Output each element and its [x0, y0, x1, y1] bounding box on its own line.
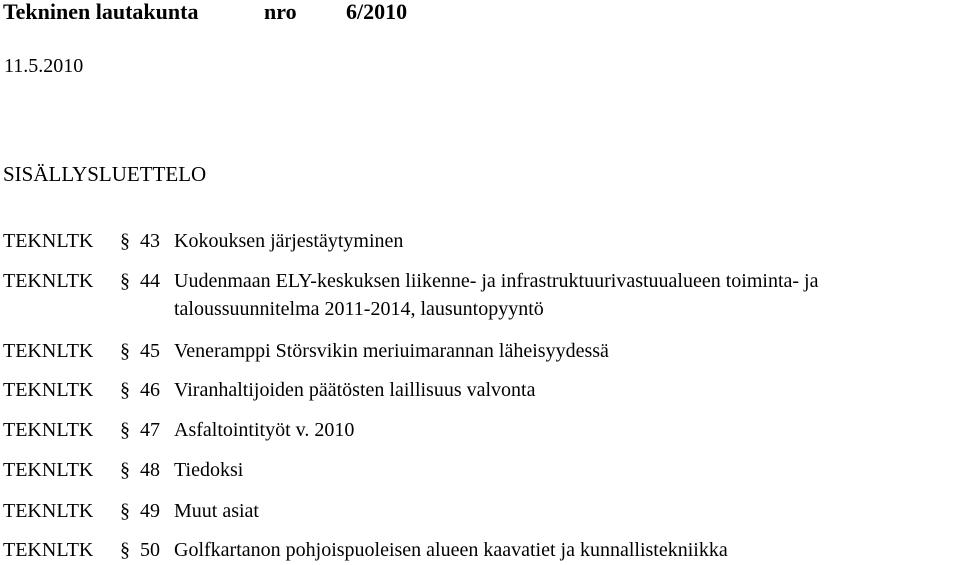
section-sign: § [120, 539, 130, 561]
section-sign: § [120, 270, 130, 292]
nro-label: nro [264, 0, 297, 24]
entry-number: 50 [140, 539, 160, 561]
entry-title: Muut asiat [174, 500, 259, 522]
entry-number: 47 [140, 419, 160, 441]
entry-code: TEKNLTK [3, 340, 94, 362]
organization-name: Tekninen lautakunta [3, 0, 199, 24]
entry-title: Veneramppi Störsvikin meriuimarannan läheisyydessä [174, 340, 609, 362]
entry-title: Tiedoksi [174, 459, 244, 481]
toc-title: SISÄLLYSLUETTELO [3, 162, 207, 186]
entry-title: Asfaltointityöt v. 2010 [174, 419, 355, 441]
section-sign: § [120, 230, 130, 252]
entry-code: TEKNLTK [3, 539, 94, 561]
entry-number: 44 [140, 270, 160, 292]
entry-title: Viranhaltijoiden päätösten laillisuus valvonta [174, 379, 536, 401]
entry-number: 43 [140, 230, 160, 252]
entry-number: 46 [140, 379, 160, 401]
entry-code: TEKNLTK [3, 230, 94, 252]
meeting-number: 6/2010 [346, 0, 408, 24]
entry-code: TEKNLTK [3, 379, 94, 401]
section-sign: § [120, 379, 130, 401]
entry-title: Golfkartanon pohjoispuoleisen alueen kaavatiet ja kunnallistekniikka [174, 539, 728, 561]
entry-title-continuation: taloussuunnitelma 2011-2014, lausuntopyyntö [174, 298, 544, 320]
entry-number: 45 [140, 340, 160, 362]
entry-code: TEKNLTK [3, 459, 94, 481]
entry-code: TEKNLTK [3, 500, 94, 522]
entry-title: Kokouksen järjestäytyminen [174, 230, 404, 252]
section-sign: § [120, 459, 130, 481]
entry-number: 48 [140, 459, 160, 481]
entry-title: Uudenmaan ELY-keskuksen liikenne- ja infrastruktuurivastuualueen toiminta- ja [174, 270, 819, 292]
section-sign: § [120, 500, 130, 522]
meeting-date: 11.5.2010 [4, 55, 84, 77]
entry-code: TEKNLTK [3, 419, 94, 441]
section-sign: § [120, 340, 130, 362]
entry-code: TEKNLTK [3, 270, 94, 292]
entry-number: 49 [140, 500, 160, 522]
section-sign: § [120, 419, 130, 441]
